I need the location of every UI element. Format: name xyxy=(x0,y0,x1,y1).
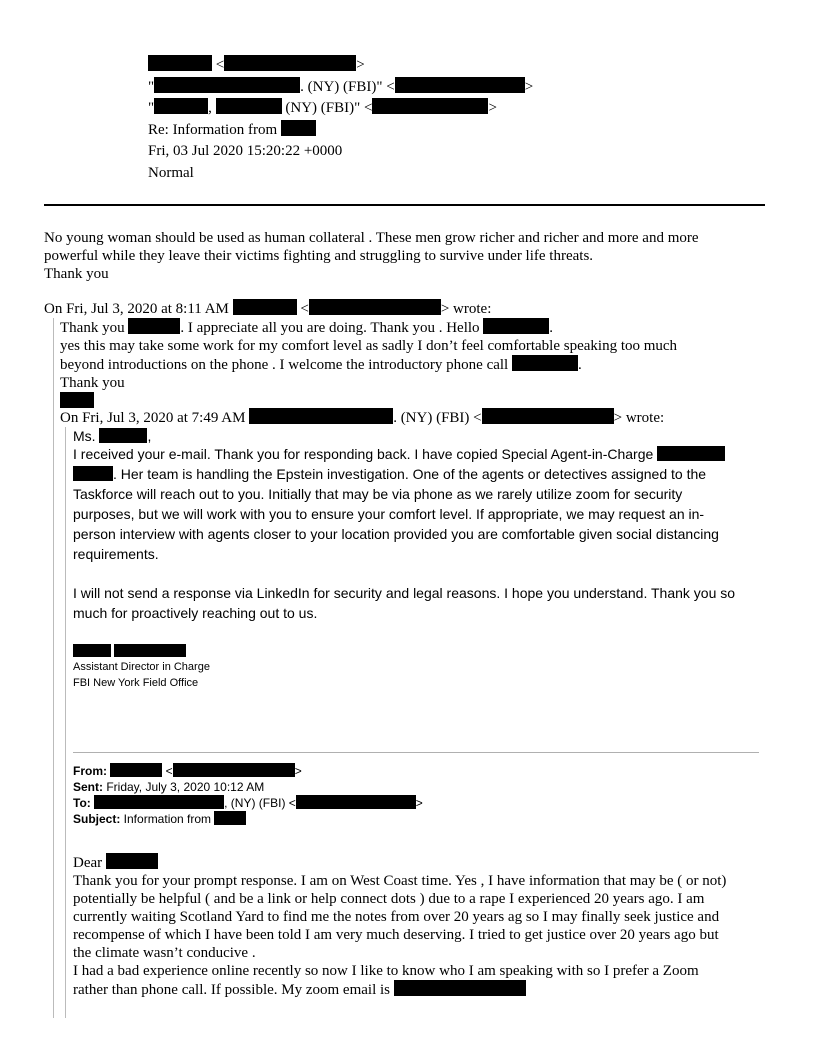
redaction-box xyxy=(249,408,393,424)
redaction-box xyxy=(216,98,282,114)
redaction-box xyxy=(214,811,246,825)
redaction-box xyxy=(512,355,578,371)
redaction-box xyxy=(154,77,300,93)
redaction-box xyxy=(657,446,725,461)
signature-office: FBI New York Field Office xyxy=(73,677,199,689)
redaction-box xyxy=(94,795,224,809)
subject-value: Re: Information from xyxy=(148,122,281,138)
quote2-paragraph2: I will not send a response via LinkedIn for security and legal reasons. I hope you understand. Thank you so much for proactively reaching out to us. xyxy=(73,585,736,621)
redaction-box xyxy=(281,120,316,136)
quote2-paragraph1: I received your e-mail. Thank you for responding back. I have copied Special Agent-in-Charge . Her team is handling the Epstein investigation. One of the agents or detectives assigned to the Taskforce will reach out to you. Initially that may be via phone as we rarely utilize zoom for security purposes, but we will work with you to ensure your comfort level. If appropriate, we may request an in- person interview with agents closer to your location provided you are comfortable given social distancing requirements. xyxy=(73,444,725,564)
redaction-box xyxy=(154,98,208,114)
redaction-box xyxy=(73,466,113,481)
original-message: Dear Thank you for your prompt response. I am on West Coast time. Yes , I have information that may be ( or not) potentially be helpful ( and be a link or help connect dots ) due to a rape I experienced 20 years ago. I am currently waiting Scotland Yard to find me the notes from over 20 years ag so I may finally seek justice and recompense of which I have been told I am very much deserving. I tried to get justice over 20 years ago but the climate wasn’t conducive . I had a bad experience online recently so now I like to know who I am speaking with so I prefer a Zoom rather than phone call. If possible. My zoom email is xyxy=(73,855,727,998)
redaction-box xyxy=(372,98,488,114)
header-divider xyxy=(44,204,765,206)
quote2-attribution: On Fri, Jul 3, 2020 at 7:49 AM . (NY) (FBI) < > wrote: xyxy=(60,410,665,426)
redaction-box xyxy=(73,644,111,657)
signature-title: Assistant Director in Charge xyxy=(73,661,210,673)
forwarded-header: From: < > Sent: Friday, July 3, 2020 10:12 AM To: , (NY) (FBI) < > Subject: Information from xyxy=(73,764,423,826)
quote2-greeting: Ms. , xyxy=(73,428,152,444)
redaction-box xyxy=(114,644,186,657)
redaction-box xyxy=(224,55,356,71)
redaction-box xyxy=(309,299,441,315)
quote2-bar xyxy=(65,427,66,1018)
redaction-box xyxy=(394,980,526,996)
redaction-box xyxy=(106,853,158,869)
importance-value: Normal xyxy=(148,165,194,181)
quote1-body: Thank you . I appreciate all you are doing. Thank you . Hello . yes this may take some work for my comfort level as sadly I don’t feel comfortable speaking too much beyond introductions on the phone . I welcome the introductory phone call . Thank you xyxy=(60,318,677,410)
redaction-box xyxy=(483,318,549,334)
from-value: < xyxy=(212,57,225,73)
redaction-box xyxy=(128,318,180,334)
redaction-box xyxy=(233,299,297,315)
redaction-box xyxy=(148,55,212,71)
to-value: . (NY) (FBI)" < xyxy=(300,79,395,95)
redaction-box xyxy=(296,795,416,809)
redaction-box xyxy=(482,408,614,424)
date-value: Fri, 03 Jul 2020 15:20:22 +0000 xyxy=(148,143,343,159)
forward-separator xyxy=(73,752,759,753)
message-body: No young woman should be used as human collateral . These men grow richer and richer and more and more powerful while they leave their victims fighting and struggling to survive under life threats. Thank you xyxy=(44,230,699,282)
quote1-bar xyxy=(53,318,54,1018)
redaction-box xyxy=(60,392,94,408)
redaction-box xyxy=(99,428,147,443)
redaction-box xyxy=(173,763,295,777)
redaction-box xyxy=(110,763,162,777)
redaction-box xyxy=(395,77,525,93)
signature-block xyxy=(73,644,210,691)
cc-value: (NY) (FBI)" < xyxy=(281,100,373,116)
quote1-attribution: On Fri, Jul 3, 2020 at 8:11 AM < > wrote: xyxy=(44,301,492,317)
